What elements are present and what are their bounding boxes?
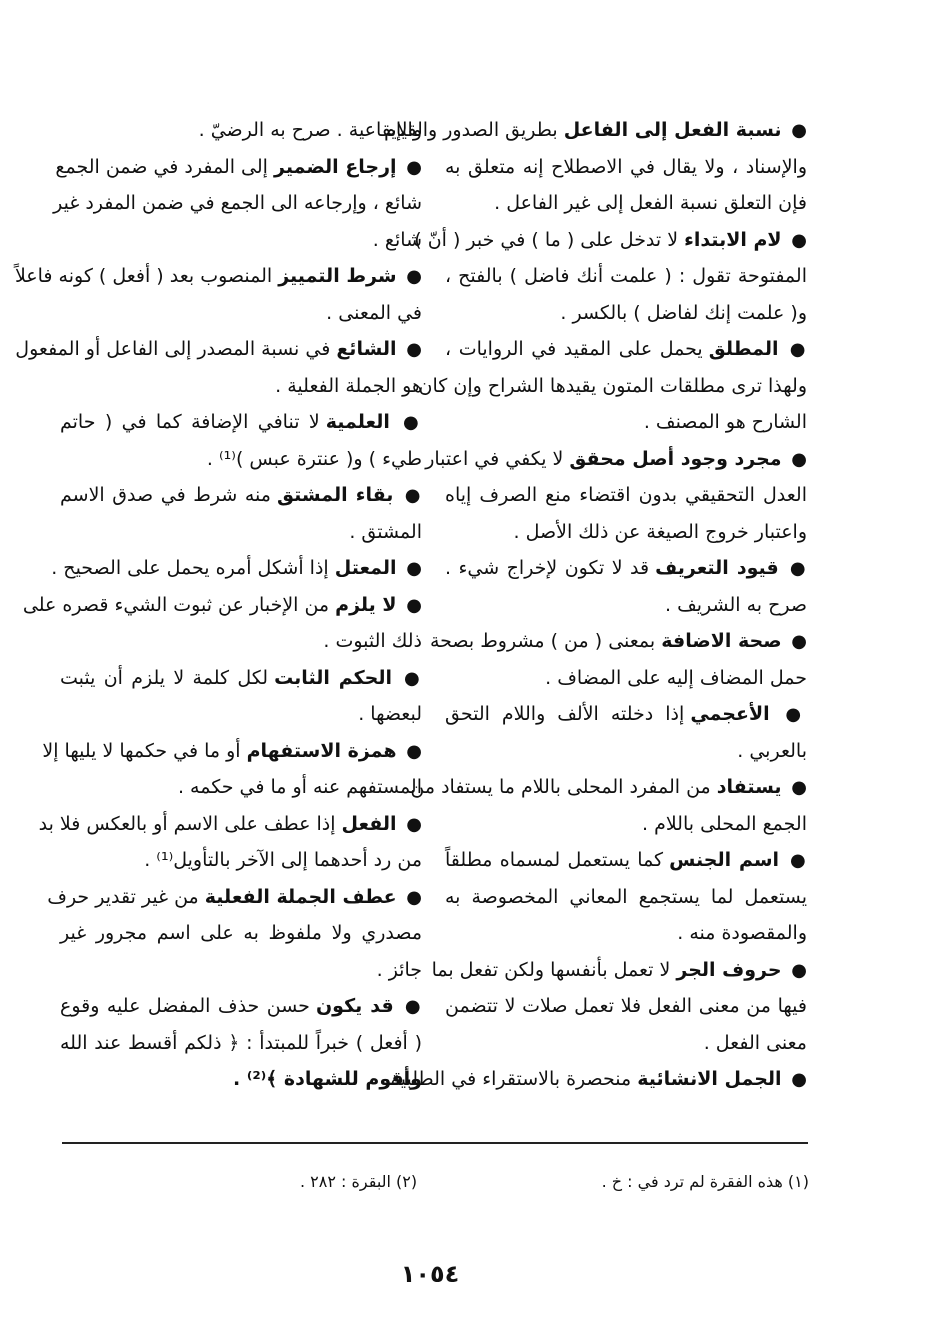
entry-text: لبعضها . (358, 703, 422, 725)
bullet-icon: ● (785, 777, 807, 798)
text-line (60, 222, 422, 259)
bullet-icon: ● (400, 156, 422, 178)
text-line (414, 222, 807, 259)
entry-text: الجمع المحلى باللام . (642, 812, 807, 835)
entry-text: في المعنى . (326, 301, 422, 324)
bullet-icon: ● (782, 558, 807, 579)
text-line (445, 733, 807, 770)
entry-text: من رد أحدهما إلى الآخر بالتأويل⁽¹⁾ . (144, 849, 422, 871)
entry-text: والإيقاعية . صرح به الرضيّ . (198, 119, 422, 141)
text-line (53, 185, 422, 222)
bullet-icon: ● (785, 229, 807, 251)
text-line (22, 587, 422, 624)
entry-text: واعتبار خروج الصيغة عن ذلك الأصل . (513, 520, 807, 543)
bullet-icon: ● (400, 339, 422, 360)
entry-keyword: الحكم الثابت (274, 666, 393, 689)
entry-text: حمل المضاف إليه على المضاف . (545, 666, 807, 689)
text-line (429, 623, 807, 660)
entry-text: لا تنافي الإضافة كما في ( حاتم (60, 411, 326, 433)
entry-text: المفتوحة تقول : ( علمت أنك فاضل ) بالفتح ، (445, 265, 807, 287)
footnote-1: (١) هذه الفقرة لم ترد في : خ . (601, 1172, 809, 1191)
entry-text: منحصرة بالاستقراء في الطلبية (390, 1068, 638, 1090)
bullet-icon: ● (785, 959, 807, 981)
entry-text: ذلك الثبوت . (323, 630, 422, 652)
entry-text: حسن حذف المفضل عليه وقوع (60, 995, 316, 1017)
text-line (445, 988, 807, 1025)
text-line (445, 879, 807, 916)
entry-text: ولهذا ترى مطلقات المتون يقيدها الشراح وإن كان (418, 374, 807, 397)
bullet-icon: ● (400, 886, 422, 908)
entry-keyword: العلمية (325, 411, 390, 433)
entry-keyword: الأعجمي (690, 703, 770, 725)
text-line (55, 149, 422, 186)
text-line (15, 331, 422, 368)
entry-text: منه شرط في صدق الاسم (60, 484, 277, 506)
text-line (60, 404, 422, 441)
entry-keyword: المطلق (708, 338, 779, 360)
text-line (445, 185, 807, 222)
text-line (60, 988, 422, 1025)
text-line (60, 623, 422, 660)
text-line (51, 550, 422, 587)
entry-text: من غير تقدير حرف (47, 885, 205, 908)
text-line (38, 806, 422, 843)
entry-text: من الإخبار عن ثبوت الشيء قصره على (22, 593, 336, 616)
entry-keyword: المعتل (334, 557, 397, 579)
entry-text: قد لا تكون لإخراج شيء . (445, 557, 656, 579)
text-line (445, 331, 807, 368)
entry-keyword: قد يكون (315, 995, 394, 1017)
bullet-icon: ● (785, 120, 807, 141)
entry-text: و( علمت إنك لفاضل ) بالكسر . (560, 301, 807, 324)
entry-text: الشارح هو المصنف . (643, 411, 807, 433)
entry-text: هو الجملة الفعلية . (275, 374, 422, 397)
text-line (47, 879, 422, 916)
text-line (445, 258, 807, 295)
text-line (445, 806, 807, 843)
entry-text: لا تعمل بأنفسها ولكن تفعل بما (431, 958, 677, 981)
entry-text: طيء ) و( عنترة عبس )⁽¹⁾ . (206, 447, 422, 470)
text-line (445, 1025, 807, 1062)
entry-text: المستفهم عنه أو ما في حكمه . (177, 776, 422, 798)
text-line (445, 587, 807, 624)
text-line (60, 842, 422, 879)
bullet-icon: ● (400, 558, 422, 579)
text-line (60, 368, 422, 405)
entry-keyword: الشائع (336, 338, 397, 360)
entry-text: جائز . (376, 958, 422, 981)
text-line (60, 915, 422, 952)
entry-text: فإن التعلق نسبة الفعل إلى غير الفاعل . (494, 192, 807, 214)
entry-keyword: بقاء المشتق (276, 484, 394, 506)
footnote-2: (٢) البقرة : ٢٨٢ . (300, 1172, 418, 1191)
text-line (425, 441, 807, 478)
entry-text: إذا عطف على الاسم أو بالعكس فلا بد (38, 812, 342, 835)
entry-text: شائع ، وإرجاعه الى الجمع في ضمن المفرد غير (53, 192, 422, 214)
entry-text: وأقوم للشهادة ﴾⁽²⁾ . (233, 1068, 422, 1090)
text-line (60, 477, 422, 514)
footnote-separator (62, 1142, 808, 1144)
text-line (445, 660, 807, 697)
entry-text: لا يكفي في اعتبار (425, 447, 570, 470)
entry-text: من المفرد المحلى باللام ما يستفاد من (410, 776, 717, 798)
text-line (445, 915, 807, 952)
text-line (60, 952, 422, 989)
text-line (445, 550, 807, 587)
entry-text: فيها من معنى الفعل فلا تعمل صلات لا تتضمن (445, 995, 807, 1017)
entry-text: إلى المفرد في ضمن الجمع (55, 155, 274, 178)
text-line (445, 842, 807, 879)
entry-text: المنصوب بعد ( أفعل ) كونه فاعلاً (14, 265, 279, 287)
text-line (445, 514, 807, 551)
entry-text: صرح به الشريف . (665, 593, 807, 616)
page-number: ١٠٥٤ (400, 1260, 460, 1288)
text-line (60, 112, 422, 149)
left-column (14, 112, 422, 1098)
text-line (445, 404, 807, 441)
text-line (60, 441, 422, 478)
entry-keyword: عطف الجملة الفعلية (204, 885, 397, 908)
text-line (60, 514, 422, 551)
bullet-icon: ● (397, 485, 422, 506)
bullet-icon: ● (783, 850, 807, 871)
entry-keyword: يستفاد (716, 776, 782, 798)
text-line (60, 660, 422, 697)
text-line (410, 769, 807, 806)
entry-text: بالعربي . (737, 739, 807, 762)
entry-text: لكل كلمة لا يلزم أن يثبت (60, 666, 275, 689)
text-line (384, 112, 807, 149)
bullet-icon: ● (400, 740, 422, 762)
text-line (42, 733, 422, 770)
text-line (445, 696, 807, 733)
text-line (60, 769, 422, 806)
entry-text: مصدري ولا ملفوظ به على اسم مجرور غير (60, 922, 422, 944)
entry-keyword: الفعل (341, 812, 397, 835)
entry-keyword: همزة الاستفهام (246, 739, 397, 762)
bullet-icon: ● (400, 813, 422, 835)
entry-keyword: صحة الاضافة (661, 630, 782, 652)
bullet-icon: ● (785, 631, 807, 652)
entry-text: العدل التحقيقي بدون اقتضاء منع الصرف إياه (445, 484, 807, 506)
entry-text: لا تدخل على ( ما ) في خبر ( أنّ ) (414, 228, 685, 251)
bullet-icon: ● (397, 996, 422, 1017)
entry-text: والمقصودة منه . (677, 922, 807, 944)
text-line (60, 1061, 422, 1098)
bullet-icon: ● (393, 412, 422, 433)
bullet-icon: ● (773, 704, 807, 725)
text-line (60, 295, 422, 332)
entry-keyword: حروف الجر (676, 958, 782, 981)
entry-text: بطريق الصدور والقيام (384, 119, 564, 141)
entry-text: يستعمل لما يستجمع المعاني المخصوصة به (445, 885, 807, 908)
entry-text: ( أفعل ) خبراً للمبتدأ : ﴿ ذلكم أقسط عند الله (60, 1031, 422, 1054)
entry-text: معنى الفعل . (703, 1031, 807, 1054)
bullet-icon: ● (400, 266, 422, 287)
text-line (60, 1025, 422, 1062)
text-line (418, 368, 807, 405)
bullet-icon: ● (396, 667, 422, 689)
entry-text: في نسبة المصدر إلى الفاعل أو المفعول (15, 338, 337, 360)
entry-keyword: نسبة الفعل إلى الفاعل (563, 119, 782, 141)
entry-text: إذا أشكل أمره يحمل على الصحيح . (51, 557, 335, 579)
bullet-icon: ● (400, 594, 422, 616)
entry-keyword: مجرد وجود أصل محقق (569, 447, 782, 470)
entry-text: بمعنى ( من ) مشروط بصحة (429, 630, 662, 652)
entry-keyword: إرجاع الضمير (274, 155, 397, 178)
text-line (431, 952, 807, 989)
entry-keyword: قيود التعريف (655, 557, 779, 579)
entry-text: شائع . (372, 228, 422, 251)
text-line (445, 149, 807, 186)
entry-text: أو ما في حكمها لا يليها إلا (42, 739, 247, 762)
entry-keyword: لا يلزم (335, 593, 397, 616)
bullet-icon: ● (785, 1069, 807, 1090)
text-line (14, 258, 422, 295)
entry-keyword: شرط التمييز (278, 265, 397, 287)
text-line (445, 295, 807, 332)
entry-text: المشتق . (349, 520, 422, 543)
entry-keyword: لام الابتداء (684, 228, 782, 251)
entry-keyword: الجمل الانشائية (637, 1068, 782, 1090)
text-line (445, 477, 807, 514)
entry-text: يحمل على المقيد في الروايات ، (445, 338, 709, 360)
bullet-icon: ● (782, 339, 807, 360)
entry-text: والإسناد ، ولا يقال في الاصطلاح إنه متعلق به (445, 155, 807, 178)
entry-keyword: اسم الجنس (669, 849, 780, 871)
bullet-icon: ● (785, 448, 807, 470)
entry-text: كما يستعمل لمسماه مطلقاً (445, 849, 670, 871)
text-line (390, 1061, 807, 1098)
text-line (60, 696, 422, 733)
entry-text: إذا دخلته الألف واللام التحق (445, 703, 691, 725)
